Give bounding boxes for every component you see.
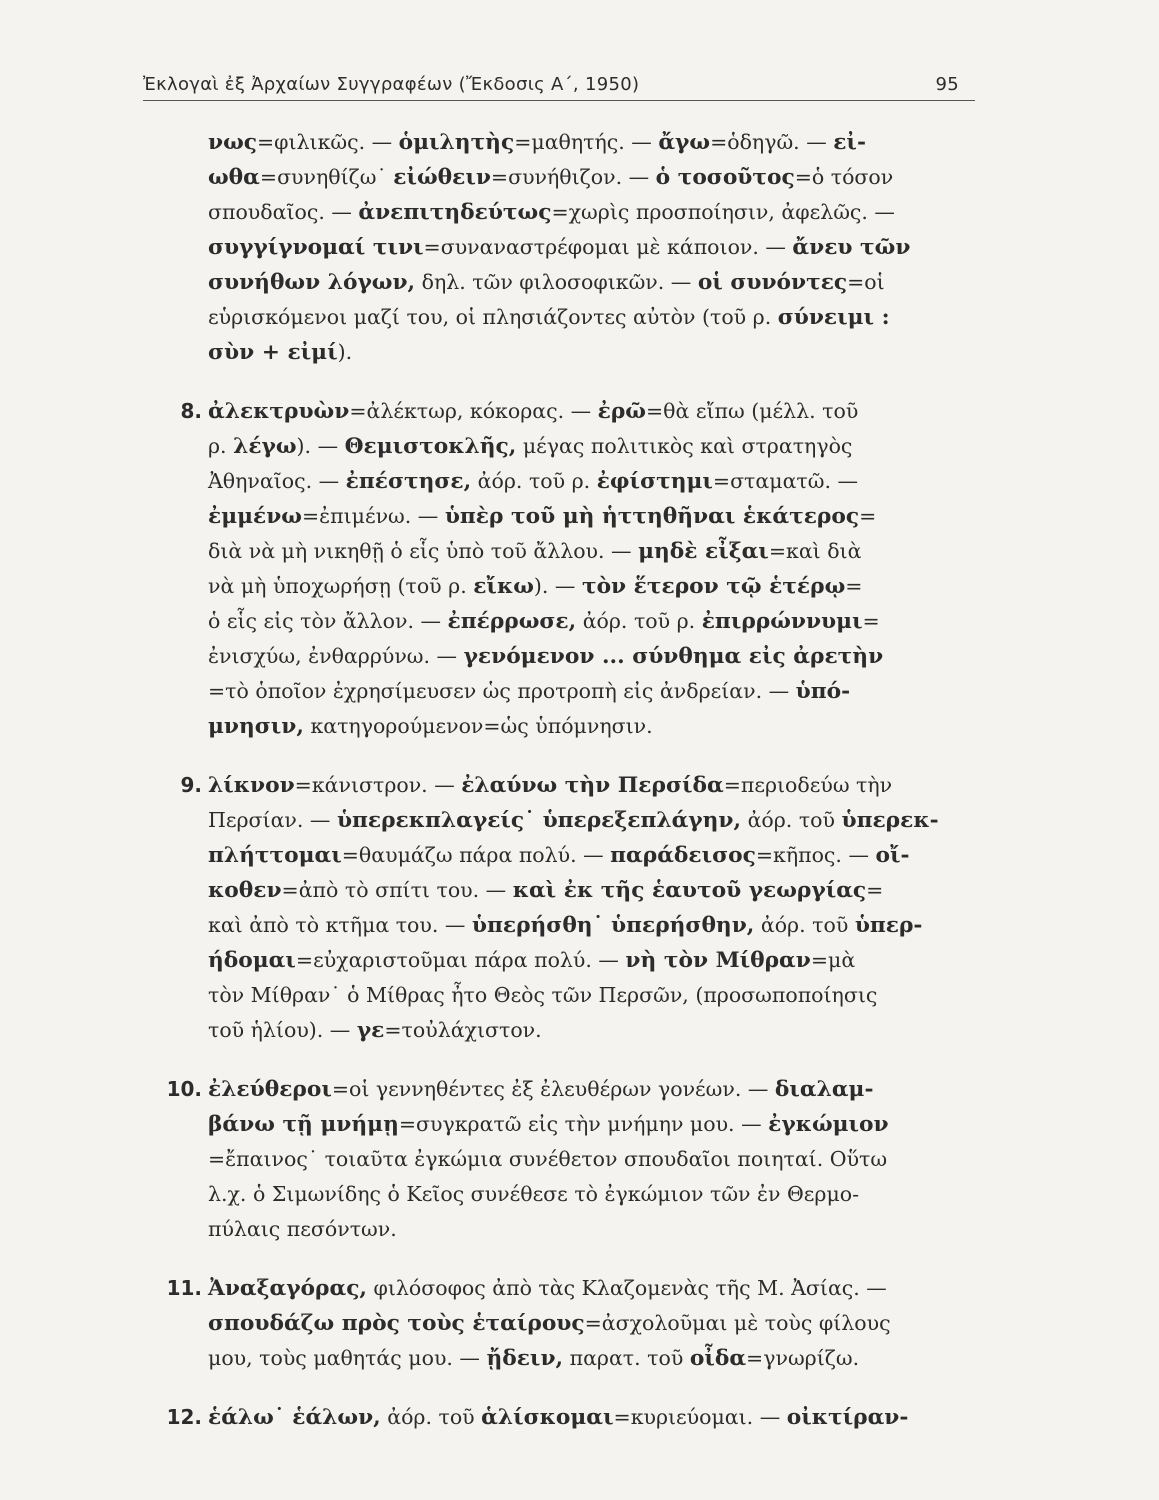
gloss-text: μέγας πολιτικὸς καὶ στρατηγὸς (516, 434, 853, 458)
gloss-text: ρ. (208, 434, 234, 458)
text-line (208, 803, 964, 838)
text-line (208, 1177, 964, 1212)
headword: Ἀναξαγόρας, (208, 1276, 367, 1301)
text-line (166, 1271, 964, 1306)
text-line (180, 394, 964, 429)
gloss-text: τὸν Μίθραν˙ ὁ Μίθρας ἦτο Θεὸς τῶν Περσῶν, (προσωποποίησις (208, 983, 878, 1007)
running-title: Ἐκλογαὶ ἐξ Ἀρχαίων Συγγραφέων (Ἔκδοσις Α΄, 1950) (143, 74, 640, 95)
gloss-text: ). — (296, 434, 345, 458)
gloss-text: =ὁδηγῶ. — (710, 130, 834, 154)
text-line (208, 300, 964, 335)
text-line (208, 464, 964, 499)
headword: γενόμενον ... σύνθημα εἰς ἀρετὴν (463, 644, 884, 669)
text-line (208, 195, 964, 230)
headword: οἱ συνόντες (697, 270, 848, 295)
headword: πλήττομαι (208, 843, 342, 868)
gloss-text: =συνηθίζω˙ (259, 165, 394, 189)
gloss-text: =οἱ (847, 270, 885, 294)
paragraph-number: 11. (166, 1276, 202, 1300)
headword: ήδομαι (208, 948, 296, 973)
headword: νὴ τὸν Μίθραν (625, 948, 811, 973)
paragraph (180, 394, 964, 744)
gloss-text: =καὶ διὰ (768, 539, 862, 563)
text-line (208, 230, 964, 265)
headword: ὑπό- (795, 679, 851, 704)
gloss-text: =εὐχαριστοῦμαι πάρα πολύ. — (295, 948, 626, 972)
headword: ἄγω (658, 130, 711, 155)
gloss-text: = (862, 609, 880, 633)
headword: ὑπὲρ τοῦ μὴ ἡττηθῆναι ἑκάτερος (444, 504, 860, 529)
gloss-text: μου, τοὺς μαθητάς μου. — (208, 1346, 487, 1370)
paragraph (166, 1271, 964, 1376)
gloss-text: ἀόρ. τοῦ ρ. (471, 469, 597, 493)
gloss-text: =μὰ (810, 948, 856, 972)
text-line (208, 499, 964, 534)
headword: μνησιν, (208, 714, 304, 739)
gloss-text: =συναναστρέφομαι μὲ κάποιον. — (423, 235, 793, 259)
text-line (208, 908, 964, 943)
headword: εἰ- (833, 130, 866, 155)
text-line (208, 1306, 964, 1341)
headword: ἐλαύνω τὴν Περσίδα (461, 773, 724, 798)
headword: ἐμμένω (208, 504, 302, 529)
text-line (208, 838, 964, 873)
gloss-text: =φιλικῶς. — (256, 130, 399, 154)
paragraph (166, 1400, 964, 1435)
gloss-text: =ἀσχολοῦμαι μὲ τοὺς φίλους (584, 1311, 891, 1335)
headword: ἄνευ τῶν (792, 235, 911, 260)
gloss-text: =κάνιστρον. — (294, 773, 462, 797)
text-line (208, 1013, 964, 1048)
gloss-text: =ἀπὸ τὸ σπίτι του. — (281, 878, 513, 902)
gloss-text: κατηγορούμενον=ὡς ὑπόμνησιν. (303, 714, 653, 738)
text-line (208, 943, 964, 978)
headword: γε (356, 1018, 385, 1043)
gloss-text: =τὸ ὁποῖον ἐχρησίμευσεν ὡς προτροπὴ εἰς ἀνδρείαν. — (208, 679, 796, 703)
headword: ὑπερ- (854, 913, 923, 938)
text-line (208, 978, 964, 1013)
headword: ὁ τοσοῦτος (655, 165, 795, 190)
gloss-text: σπουδαῖος. — (208, 200, 359, 224)
text-line (208, 534, 964, 569)
paragraph-gap (208, 1376, 964, 1400)
gloss-text: = (845, 574, 863, 598)
headword: κοθεν (208, 878, 282, 903)
headword: ἁλίσκομαι (481, 1405, 614, 1430)
headword: ὁμιλητὴς (398, 130, 515, 155)
text-line (208, 639, 964, 674)
gloss-text: =κῆπος. — (755, 843, 876, 867)
headword: λέγω (233, 434, 297, 459)
headword: οἴ- (875, 843, 910, 868)
text-line (166, 1072, 964, 1107)
gloss-text: =οἱ γεννηθέντες ἐξ ἐλευθέρων γονέων. — (331, 1077, 775, 1101)
headword: μηδὲ εἶξαι (638, 539, 769, 564)
gloss-text: ἀόρ. τοῦ (754, 913, 855, 937)
headword: νως (208, 130, 257, 155)
text-line (208, 1142, 964, 1177)
gloss-text: = (866, 878, 884, 902)
paragraph (180, 768, 964, 1048)
text-line (180, 768, 964, 803)
gloss-text: πύλαις πεσόντων. (208, 1217, 397, 1241)
gloss-text: ἀόρ. τοῦ (380, 1405, 482, 1429)
gloss-text: =τοὐλάχιστον. (384, 1018, 542, 1042)
gloss-text: =ὁ τόσον (794, 165, 894, 189)
gloss-text: ). — (533, 574, 582, 598)
headword: εἴκω (473, 574, 534, 599)
gloss-text: ἀόρ. τοῦ (741, 808, 842, 832)
headword: διαλαμ- (774, 1077, 874, 1102)
text-line (208, 265, 964, 300)
headword: ἀλεκτρυὼν (208, 399, 350, 424)
text-line (208, 429, 964, 464)
paragraph-number: 9. (180, 773, 202, 797)
headword: παράδεισος (610, 843, 756, 868)
headword: ὑπερεκπλαγείς˙ ὑπερεξεπλάγην, (336, 808, 742, 833)
gloss-text: καὶ ἀπὸ τὸ κτῆμα του. — (208, 913, 472, 937)
paragraph (166, 1072, 964, 1247)
text-line (166, 1400, 964, 1435)
headword: ἐρῶ (597, 399, 646, 424)
gloss-text: =χωρὶς προσποίησιν, ἀφελῶς. — (551, 200, 895, 224)
headword: σὺν + εἰμί (208, 340, 338, 365)
gloss-text: =συγκρατῶ εἰς τὴν μνήμην μου. — (398, 1112, 769, 1136)
headword: ωθα (208, 165, 260, 190)
gloss-text: ὁ εἷς εἰς τὸν ἄλλον. — (208, 609, 448, 633)
gloss-text: =ἔπαινος˙ τοιαῦτα ἐγκώμια συνέθετον σπουδαῖοι ποιηταί. Οὕτω (208, 1147, 888, 1171)
text-line (208, 873, 964, 908)
headword: βάνω τῇ μνήμῃ (208, 1112, 399, 1137)
headword: Θεμιστοκλῆς, (344, 434, 517, 459)
gloss-text: ἀόρ. τοῦ ρ. (576, 609, 702, 633)
text-line (208, 674, 964, 709)
text-line (208, 125, 964, 160)
paragraph-gap (208, 1048, 964, 1072)
gloss-text: =ἀλέκτωρ, κόκορας. — (349, 399, 598, 423)
text-line (208, 709, 964, 744)
gloss-text: τοῦ ἡλίου). — (208, 1018, 357, 1042)
gloss-text: λ.χ. ὁ Σιμωνίδης ὁ Κεῖος συνέθεσε τὸ ἐγκώμιον τῶν ἐν Θερμο- (208, 1182, 860, 1206)
text-line (208, 160, 964, 195)
headword: ἐγκώμιον (768, 1112, 889, 1137)
headword: ὑπερήσθη˙ ὑπερήσθην, (471, 913, 755, 938)
gloss-text: =κυριεύομαι. — (613, 1405, 787, 1429)
paragraph-gap (208, 744, 964, 768)
headword: σπουδάζω πρὸς τοὺς ἑταίρους (208, 1311, 585, 1336)
headword: ἐφίστημι (596, 469, 713, 494)
headword: συγγίγνομαί τινι (208, 235, 424, 260)
text-line (208, 1212, 964, 1247)
headword: ἑάλω˙ ἑάλων, (208, 1405, 381, 1430)
headword: ὑπερεκ- (841, 808, 939, 833)
paragraph-number: 10. (166, 1077, 202, 1101)
gloss-text: ). (337, 340, 353, 364)
headword: οἶδα (689, 1346, 747, 1371)
page-body (166, 125, 964, 1435)
gloss-text: διὰ νὰ μὴ νικηθῇ ὁ εἷς ὑπὸ τοῦ ἄλλου. — (208, 539, 639, 563)
gloss-text: =ἐπιμένω. — (301, 504, 445, 528)
page-number: 95 (935, 74, 959, 95)
gloss-text: = (859, 504, 877, 528)
headword: συνήθων λόγων, (208, 270, 416, 295)
gloss-text: νὰ μὴ ὑποχωρήσῃ (τοῦ ρ. (208, 574, 474, 598)
gloss-text: φιλόσοφος ἀπὸ τὰς Κλαζομενὰς τῆς Μ. Ἀσίας. — (366, 1276, 887, 1300)
headword: σύνειμι : (777, 305, 890, 330)
gloss-text: =γνωρίζω. (746, 1346, 860, 1370)
text-line (208, 335, 964, 370)
gloss-text: =συνήθιζον. — (490, 165, 656, 189)
gloss-text: =μαθητής. — (514, 130, 659, 154)
text-line (208, 1107, 964, 1142)
headword: ἐπέστησε, (345, 469, 472, 494)
gloss-text: δηλ. τῶν φιλοσοφικῶν. — (415, 270, 698, 294)
paragraph (208, 125, 964, 370)
gloss-text: εὑρισκόμενοι μαζί του, οἱ πλησιάζοντες αὐτὸν (τοῦ ρ. (208, 305, 778, 329)
gloss-text: =σταματῶ. — (712, 469, 859, 493)
text-line (208, 604, 964, 639)
paragraph-number: 12. (166, 1405, 202, 1429)
headword: ἀνεπιτηδεύτως (358, 200, 552, 225)
text-line (208, 1341, 964, 1376)
gloss-text: =θὰ εἴπω (μέλλ. τοῦ (645, 399, 859, 423)
gloss-text: Ἀθηναῖος. — (208, 469, 346, 493)
gloss-text: παρατ. τοῦ (563, 1346, 690, 1370)
headword: ἐπέρρωσε, (447, 609, 577, 634)
headword: εἰώθειν (393, 165, 491, 190)
headword: ἐπιρρώννυμι (701, 609, 863, 634)
headword: ᾔδειν, (486, 1346, 564, 1371)
gloss-text: ἐνισχύω, ἐνθαρρύνω. — (208, 644, 464, 668)
text-line (208, 569, 964, 604)
gloss-text: =περιοδεύω τὴν (723, 773, 893, 797)
gloss-text: Περσίαν. — (208, 808, 337, 832)
paragraph-gap (208, 370, 964, 394)
paragraph-gap (208, 1247, 964, 1271)
headword: τὸν ἕτερον τῷ ἑτέρῳ (581, 574, 846, 599)
headword: λίκνον (208, 773, 295, 798)
gloss-text: =θαυμάζω πάρα πολύ. — (341, 843, 611, 867)
paragraph-number: 8. (180, 399, 202, 423)
headword: ἐλεύθεροι (208, 1077, 332, 1102)
running-header (143, 70, 975, 101)
headword: οἰκτίραν- (786, 1405, 909, 1430)
headword: καὶ ἐκ τῆς ἑαυτοῦ γεωργίας (512, 878, 867, 903)
